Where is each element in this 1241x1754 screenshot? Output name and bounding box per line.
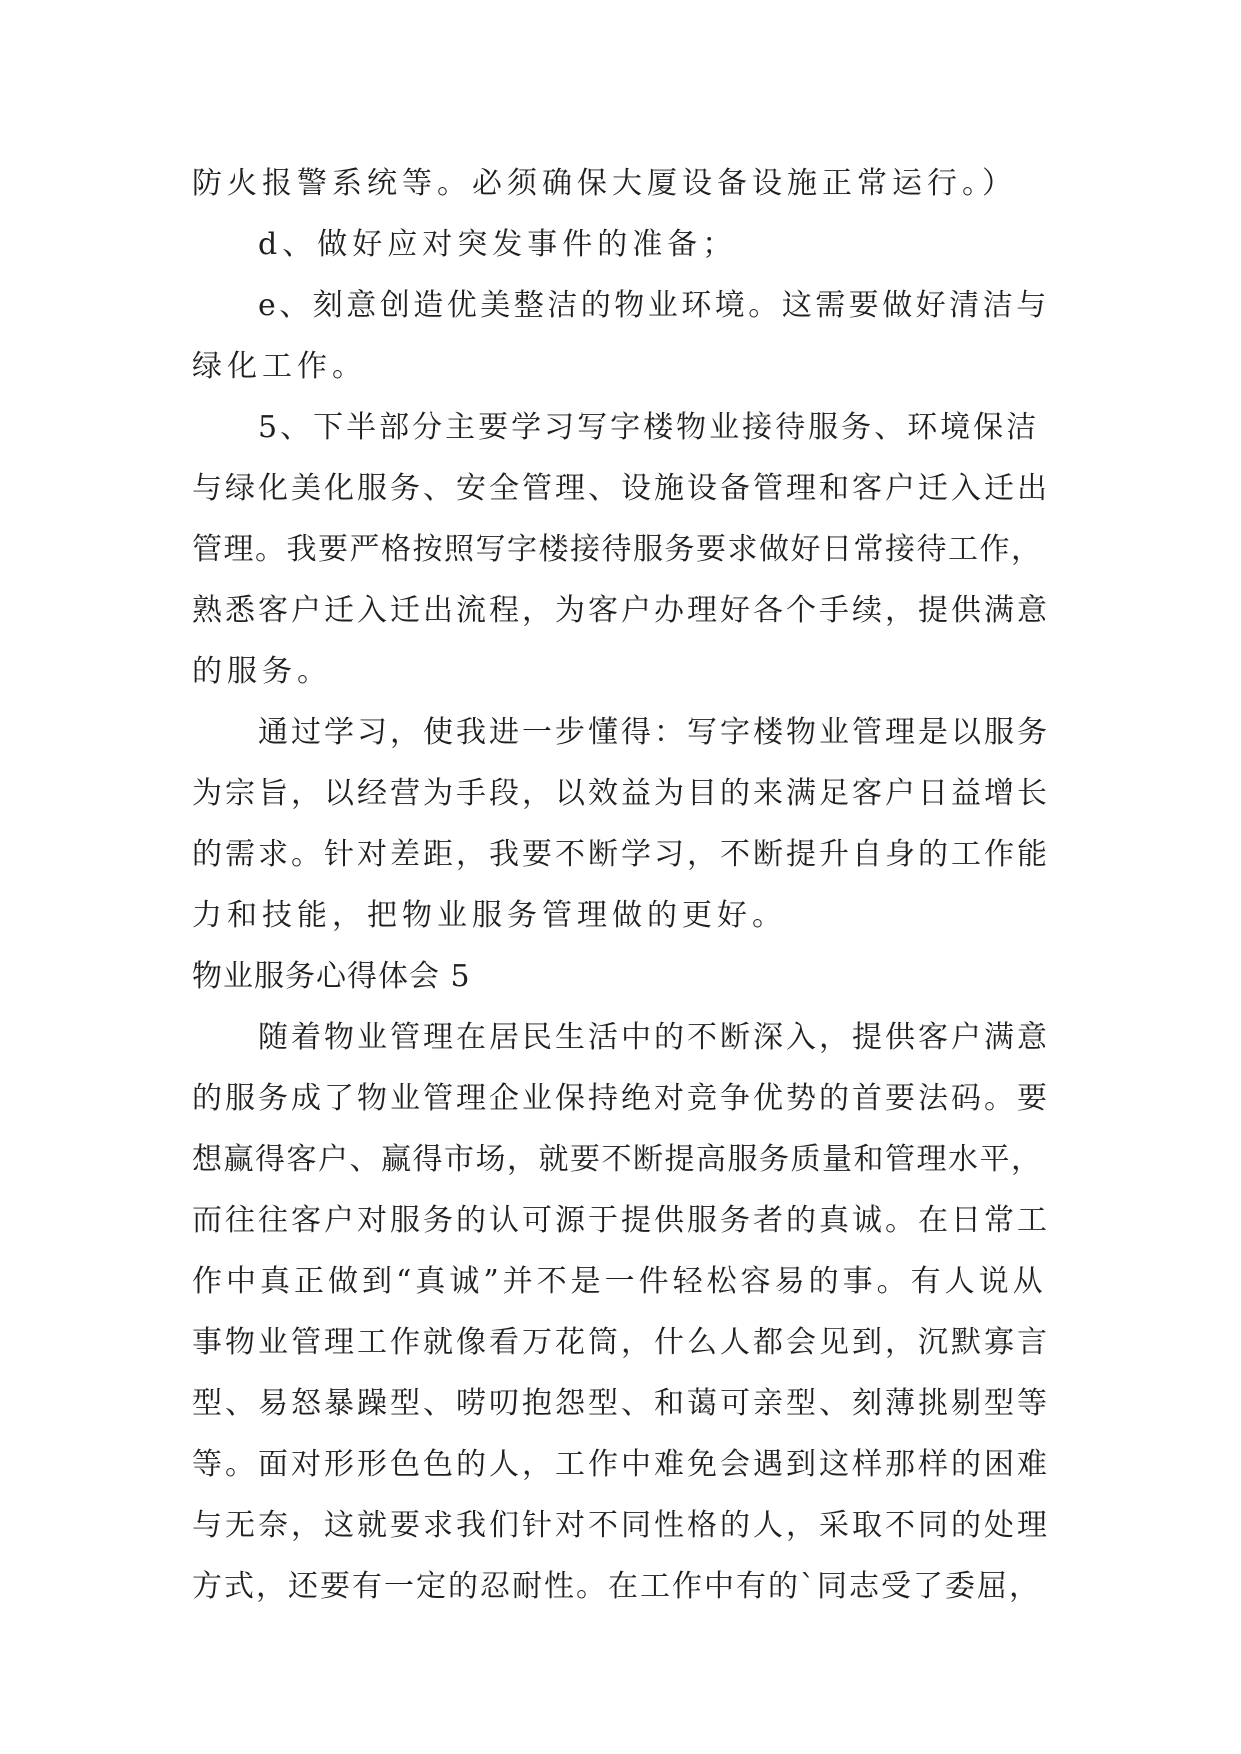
text-line: 事物业管理工作就像看万花筒，什么人都会见到，沉默寡言 — [192, 1325, 1050, 1360]
section-heading: 物业服务心得体会 5 — [192, 959, 471, 994]
text-line: 方式，还要有一定的忍耐性。在工作中有的`同志受了委屈， — [192, 1569, 1041, 1604]
text-line: 5、下半部分主要学习写字楼物业接待服务、环境保洁 — [258, 410, 1040, 445]
text-line: 作中真正做到“真诚”并不是一件轻松容易的事。有人说从 — [192, 1264, 1047, 1299]
text-line: 想赢得客户、赢得市场，就要不断提高服务质量和管理水平， — [192, 1142, 1043, 1177]
text-line: 防火报警系统等。必须确保大厦设备设施正常运行。） — [192, 166, 1017, 201]
text-line: 绿化工作。 — [192, 349, 367, 384]
text-line: e、刻意创造优美整洁的物业环境。这需要做好清洁与 — [258, 288, 1050, 323]
text-line: 与绿化美化服务、安全管理、设施设备管理和客户迁入迁出 — [192, 471, 1050, 506]
text-line: 型、易怒暴躁型、唠叨抱怨型、和蔼可亲型、刻薄挑剔型等 — [192, 1386, 1050, 1421]
text-line: 等。面对形形色色的人，工作中难免会遇到这样那样的困难 — [192, 1447, 1050, 1482]
text-line: 随着物业管理在居民生活中的不断深入，提供客户满意 — [258, 1020, 1050, 1055]
text-line: 的服务。 — [192, 654, 332, 689]
text-line: 与无奈，这就要求我们针对不同性格的人，采取不同的处理 — [192, 1508, 1050, 1543]
text-line: 力和技能，把物业服务管理做的更好。 — [192, 898, 787, 933]
text-line: 的服务成了物业管理企业保持绝对竞争优势的首要法码。要 — [192, 1081, 1050, 1116]
text-line: 而往往客户对服务的认可源于提供服务者的真诚。在日常工 — [192, 1203, 1050, 1238]
text-line: 为宗旨，以经营为手段，以效益为目的来满足客户日益增长 — [192, 776, 1050, 811]
text-line: 熟悉客户迁入迁出流程，为客户办理好各个手续，提供满意 — [192, 593, 1050, 628]
document-body — [192, 153, 1050, 1617]
text-line: 管理。我要严格按照写字楼接待服务要求做好日常接待工作， — [192, 532, 1043, 567]
text-line: 通过学习，使我进一步懂得：写字楼物业管理是以服务 — [258, 715, 1050, 750]
text-line: d、做好应对突发事件的准备； — [258, 227, 738, 262]
text-line: 的需求。针对差距，我要不断学习，不断提升自身的工作能 — [192, 837, 1050, 872]
